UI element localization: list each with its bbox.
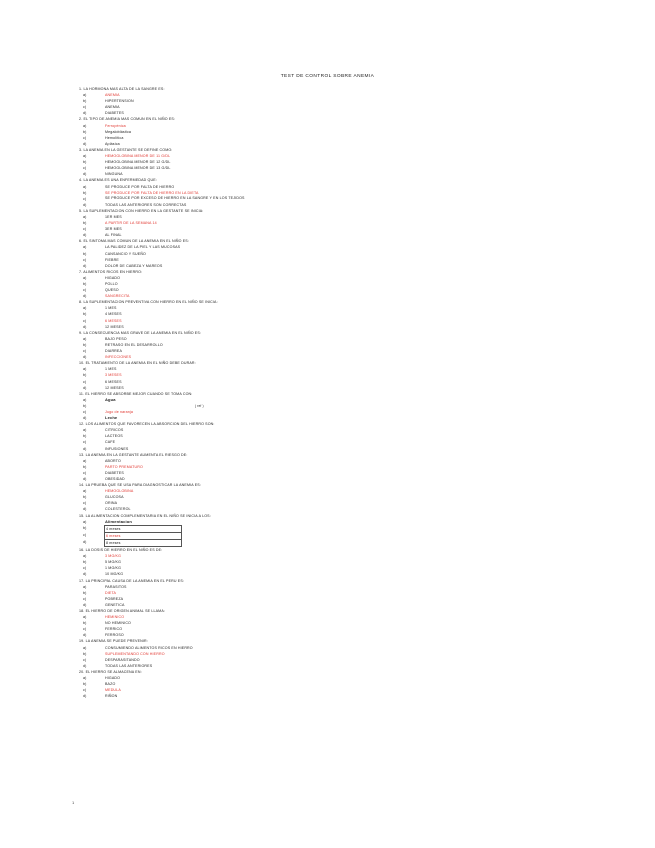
option-text: Megaloblástica bbox=[105, 129, 132, 134]
option-text: INFUSIONES bbox=[105, 446, 129, 451]
question-text: 1. LA HORMONA MAS ALTA DE LA SANGRE ES: bbox=[79, 87, 165, 91]
answer-option bbox=[79, 354, 249, 360]
option-letter: a) bbox=[83, 676, 87, 680]
option-letter: d) bbox=[83, 602, 87, 607]
answer-option bbox=[79, 263, 249, 269]
option-letter: d) bbox=[83, 539, 87, 544]
option-letter: b) bbox=[83, 464, 87, 469]
answer-option bbox=[79, 571, 249, 577]
option-text: HEMOGLOBINA bbox=[105, 489, 134, 494]
option-letter: a) bbox=[83, 184, 87, 189]
option-letter: a) bbox=[83, 489, 87, 494]
option-text: MEDULA bbox=[105, 688, 121, 693]
option-letter: a) bbox=[83, 123, 87, 128]
option-text: 12 MESES bbox=[105, 385, 124, 390]
option-letter: d) bbox=[83, 202, 87, 207]
option-text: TODAS LAS ANTERIORES SON CORRECTAS bbox=[105, 202, 187, 207]
question-text: 16. LA DOSIS DE HIERRO EN EL NIÑO ES DE: bbox=[79, 548, 163, 553]
option-text: NO HEMINICO bbox=[105, 621, 132, 626]
option-text: LA PALIDEZ DE LA PIEL Y LAS MUCOSAS bbox=[105, 245, 181, 250]
answer-option bbox=[79, 171, 249, 177]
option-text: NINGUNA bbox=[105, 172, 123, 177]
option-text: CAFE bbox=[105, 440, 116, 445]
option-text: DIARREA bbox=[105, 349, 123, 354]
answer-option bbox=[79, 632, 249, 638]
answer-option bbox=[79, 232, 249, 238]
option-letter: c) bbox=[83, 227, 87, 232]
answer-option bbox=[79, 476, 249, 482]
option-letter: b) bbox=[83, 129, 87, 134]
option-letter: c) bbox=[83, 627, 87, 632]
question-text: 13. LA ANEMIA EN LA GESTANTE AUMENTA EL RIESGO DE: bbox=[79, 452, 188, 457]
question-list bbox=[79, 86, 249, 699]
answer-option bbox=[79, 446, 249, 452]
option-text: RIÑON bbox=[105, 694, 118, 699]
question-text: 3. LA ANEMIA EN LA GESTANTE SE DEFINE COMO: bbox=[79, 147, 173, 152]
answer-option bbox=[79, 293, 249, 299]
option-letter: c) bbox=[83, 135, 87, 140]
option-letter: d) bbox=[83, 416, 87, 421]
option-text: DIABETES bbox=[105, 470, 124, 475]
answer-option bbox=[79, 663, 249, 669]
option-text: GLUCOSA bbox=[105, 495, 124, 500]
option-text: COLESTEROL bbox=[105, 507, 131, 512]
option-text: Leche bbox=[105, 415, 118, 421]
option-text: SE PRODUCE POR FALTA DE HIERRO bbox=[105, 184, 175, 189]
option-text: 6 MESES bbox=[105, 318, 122, 323]
option-letter: c) bbox=[83, 470, 87, 475]
option-letter: b) bbox=[83, 403, 87, 408]
option-text: RETRASO EN EL DESARROLLO bbox=[105, 342, 163, 347]
option-letter: a) bbox=[83, 584, 87, 589]
option-letter: c) bbox=[83, 657, 87, 662]
option-text: DIETA bbox=[105, 590, 117, 595]
answer-option bbox=[79, 415, 249, 421]
option-letter: d) bbox=[83, 233, 87, 238]
question-text: 18. EL HIERRO DE ORIGEN ANIMAL SE LLAMA: bbox=[79, 608, 166, 613]
option-text: Jugo de naranja bbox=[105, 409, 134, 414]
option-text: SE PRODUCE POR EXCESO DE HIERRO EN LA SANGRE Y EN LOS TEJIDOS bbox=[105, 196, 245, 201]
option-letter: c) bbox=[83, 596, 87, 601]
option-text: ANEMIA bbox=[105, 105, 120, 110]
option-text: Alimentacion bbox=[105, 518, 132, 524]
option-letter: d) bbox=[83, 294, 87, 299]
question-text: 6. EL SINTOMA MAS COMUN DE LA ANEMIA EN EL NIÑO ES: bbox=[79, 239, 189, 244]
option-letter: a) bbox=[83, 245, 87, 250]
option-text: 1ER MES bbox=[105, 214, 122, 219]
option-text: 1 MG/KG bbox=[105, 566, 122, 571]
option-note: ( ref ) bbox=[195, 403, 204, 408]
question-text: 17. LA PRINCIPAL CAUSA DE LA ANEMIA EN EL PERU ES: bbox=[79, 578, 185, 583]
option-letter: b) bbox=[83, 160, 87, 165]
option-text: PARTO PREMATURO bbox=[105, 464, 143, 469]
option-text: 1 MES bbox=[105, 367, 117, 372]
option-text: Ferropénica bbox=[105, 123, 126, 128]
option-text: HEMOGLOBINA MENOR DE 11 G/DL bbox=[105, 154, 171, 159]
option-letter: d) bbox=[83, 633, 87, 638]
option-text: Hemolítica bbox=[105, 135, 124, 140]
answer-option bbox=[79, 324, 249, 330]
option-text: 10 MG/KG bbox=[105, 572, 124, 577]
option-letter: b) bbox=[83, 495, 87, 500]
question-text: 2. EL TIPO DE ANEMIA MAS COMUN EN EL NIÑO ES: bbox=[79, 117, 176, 122]
option-letter: c) bbox=[83, 501, 87, 506]
option-letter: c) bbox=[83, 379, 87, 384]
option-letter: b) bbox=[83, 373, 87, 378]
option-letter: d) bbox=[83, 355, 87, 360]
answer-option bbox=[79, 525, 249, 532]
option-letter: c) bbox=[83, 688, 87, 693]
question-text: 11. EL HIERRO SE ABSORBE MEJOR CUANDO SE TOMA CON: bbox=[79, 391, 193, 396]
option-text: HIGADO bbox=[105, 275, 121, 280]
option-letter: d) bbox=[83, 507, 87, 512]
option-text: HEMINICO bbox=[105, 615, 125, 620]
option-letter: c) bbox=[83, 257, 87, 262]
option-text: ORINA bbox=[105, 501, 118, 506]
option-letter: d) bbox=[83, 477, 87, 481]
option-text: 4 MESES bbox=[105, 312, 122, 317]
option-text: HIPERTENSION bbox=[105, 99, 134, 104]
document-title: TEST DE CONTROL SOBRE ANEMIA bbox=[280, 74, 375, 79]
option-text: SE PRODUCE POR FALTA DE HIERRO EN LA DIETA bbox=[105, 190, 199, 195]
option-text: DOLOR DE CABEZA Y MAREOS bbox=[105, 263, 163, 268]
option-letter: d) bbox=[83, 446, 87, 451]
question-text: 9. LA CONSECUENCIA MAS GRAVE DE LA ANEMIA EN EL NIÑO ES: bbox=[79, 330, 202, 335]
option-letter: a) bbox=[83, 519, 87, 524]
option-letter: a) bbox=[83, 154, 87, 159]
option-letter: a) bbox=[83, 397, 87, 402]
option-letter: a) bbox=[83, 275, 87, 280]
option-letter: d) bbox=[83, 663, 87, 668]
option-text: POLLO bbox=[105, 282, 118, 286]
option-text: CITRICOS bbox=[105, 428, 124, 433]
option-text: PARASITOS bbox=[105, 584, 127, 589]
option-letter: c) bbox=[83, 196, 87, 201]
option-text: DESPARASITANDO bbox=[105, 657, 140, 662]
question-text: 5. LA SUPLEMENTACION CON HIERRO EN LA GESTANTE SE INICIA: bbox=[79, 208, 204, 213]
option-text: POBREZA bbox=[105, 596, 124, 601]
option-letter: a) bbox=[83, 214, 87, 219]
page-mark: 1 bbox=[72, 800, 75, 805]
option-letter: d) bbox=[83, 111, 87, 116]
option-text: DIABETES bbox=[105, 111, 124, 116]
option-letter: b) bbox=[83, 190, 87, 195]
option-letter: b) bbox=[83, 282, 87, 286]
option-text: Agua bbox=[105, 396, 116, 402]
option-text: 1 MES bbox=[105, 306, 117, 311]
answer-option bbox=[79, 532, 249, 539]
option-letter: d) bbox=[83, 172, 87, 177]
option-text: Aplásica bbox=[105, 141, 120, 146]
option-text: 6 MESES bbox=[105, 379, 122, 384]
question-text: 12. LOS ALIMENTOS QUE FAVORECEN LA ABSORCION DEL HIERRO SON: bbox=[79, 422, 215, 427]
answer-option bbox=[79, 202, 249, 208]
option-text: FERRICO bbox=[105, 627, 123, 632]
option-letter: a) bbox=[83, 458, 87, 463]
option-letter: b) bbox=[83, 651, 87, 656]
option-letter: d) bbox=[83, 385, 87, 390]
question-text: 15. LA ALIMENTACION COMPLEMENTARIA EN EL NIÑO SE INICIA A LOS: bbox=[79, 513, 211, 518]
question-text: 20. EL HIERRO SE ALMACENA EN: bbox=[79, 669, 142, 674]
option-text: 5 MG/KG bbox=[105, 560, 122, 565]
option-letter: c) bbox=[83, 566, 87, 571]
option-letter: c) bbox=[83, 349, 87, 354]
option-letter: d) bbox=[83, 694, 87, 699]
option-text: 3ER MES bbox=[105, 227, 122, 232]
question-text: 14. LA PRUEBA QUE SE USA PARA DIAGNOSTICAR LA ANEMIA ES: bbox=[79, 483, 201, 488]
option-text: AL FINAL bbox=[105, 233, 122, 238]
option-text: 6 meses bbox=[104, 532, 182, 539]
option-text: HIGADO bbox=[105, 676, 121, 680]
option-text: ANEMIA bbox=[105, 93, 120, 98]
option-letter: b) bbox=[83, 342, 87, 347]
option-letter: a) bbox=[83, 428, 87, 433]
answer-option bbox=[79, 539, 249, 547]
option-text: CONSUMIENDO ALIMENTOS RICOS EN HIERRO bbox=[105, 645, 193, 650]
option-letter: b) bbox=[83, 434, 87, 439]
option-text: SUPLEMENTANDO CON HIERRO bbox=[105, 651, 165, 656]
question-text: 7. ALIMENTOS RICOS EN HIERRO: bbox=[79, 269, 143, 274]
question-text: 4. LA ANEMIA ES UNA ENFERMEDAD QUE: bbox=[79, 178, 157, 183]
option-text: SANGRECITA bbox=[105, 294, 130, 299]
answer-option bbox=[79, 506, 249, 512]
answer-option bbox=[79, 385, 249, 391]
option-letter: a) bbox=[83, 306, 87, 311]
answer-option bbox=[79, 110, 249, 116]
option-letter: c) bbox=[83, 440, 87, 445]
option-text: 3 MG/KG bbox=[105, 554, 122, 559]
option-letter: c) bbox=[83, 409, 87, 414]
answer-option bbox=[79, 141, 249, 147]
option-letter: a) bbox=[83, 336, 87, 341]
option-letter: a) bbox=[83, 93, 87, 98]
option-text: 12 MESES bbox=[105, 324, 124, 329]
option-text: OBESIDAD bbox=[105, 477, 125, 481]
option-text: FERROSO bbox=[105, 633, 124, 638]
option-text: ABORTO bbox=[105, 458, 121, 463]
option-text: HEMOGLOBINA MENOR DE 12 G/DL bbox=[105, 160, 171, 165]
option-letter: b) bbox=[83, 312, 87, 317]
option-text: A PARTIR DE LA SEMANA 14 bbox=[105, 221, 157, 226]
option-letter: c) bbox=[83, 105, 87, 110]
option-letter: c) bbox=[83, 532, 87, 537]
option-letter: b) bbox=[83, 251, 87, 256]
option-text: 4 meses bbox=[104, 525, 182, 532]
option-text: BAZO bbox=[105, 682, 116, 687]
option-text: 8 meses bbox=[104, 539, 182, 547]
option-text: BAJO PESO bbox=[105, 336, 127, 341]
option-letter: a) bbox=[83, 554, 87, 559]
option-letter: a) bbox=[83, 367, 87, 372]
option-letter: c) bbox=[83, 318, 87, 323]
option-letter: b) bbox=[83, 99, 87, 104]
option-text: CANSANCIO Y SUEÑO bbox=[105, 251, 146, 256]
option-text: 3 MESES bbox=[105, 373, 122, 378]
option-letter: a) bbox=[83, 615, 87, 620]
answer-option bbox=[79, 693, 249, 699]
option-letter: b) bbox=[83, 525, 87, 530]
option-letter: b) bbox=[83, 221, 87, 226]
question-text: 10. EL TRATAMIENTO DE LA ANEMIA EN EL NIÑO DEBE DURAR: bbox=[79, 361, 196, 366]
question-text: 8. LA SUPLEMENTACION PREVENTIVA CON HIERRO EN EL NIÑO SE INICIA: bbox=[79, 300, 218, 305]
option-letter: a) bbox=[83, 645, 87, 650]
option-letter: d) bbox=[83, 572, 87, 577]
option-letter: b) bbox=[83, 621, 87, 626]
option-letter: b) bbox=[83, 682, 87, 687]
option-text: HEMOGLOBINA MENOR DE 13 G/DL bbox=[105, 166, 171, 171]
option-text: INFECCIONES bbox=[105, 355, 132, 360]
answer-option bbox=[79, 602, 249, 608]
option-text: TODAS LAS ANTERIORES bbox=[105, 663, 153, 668]
option-letter: b) bbox=[83, 590, 87, 595]
question-text: 19. LA ANEMIA SE PUEDE PREVENIR: bbox=[79, 639, 148, 644]
option-letter: c) bbox=[83, 166, 87, 171]
option-letter: d) bbox=[83, 324, 87, 329]
option-letter: d) bbox=[83, 141, 87, 146]
option-text: GENETICA bbox=[105, 602, 125, 607]
option-text: LACTEOS bbox=[105, 434, 123, 439]
option-letter: d) bbox=[83, 263, 87, 268]
option-text: FIEBRE bbox=[105, 257, 119, 262]
option-letter: b) bbox=[83, 560, 87, 565]
option-text: QUESO bbox=[105, 288, 119, 293]
option-letter: c) bbox=[83, 288, 87, 293]
